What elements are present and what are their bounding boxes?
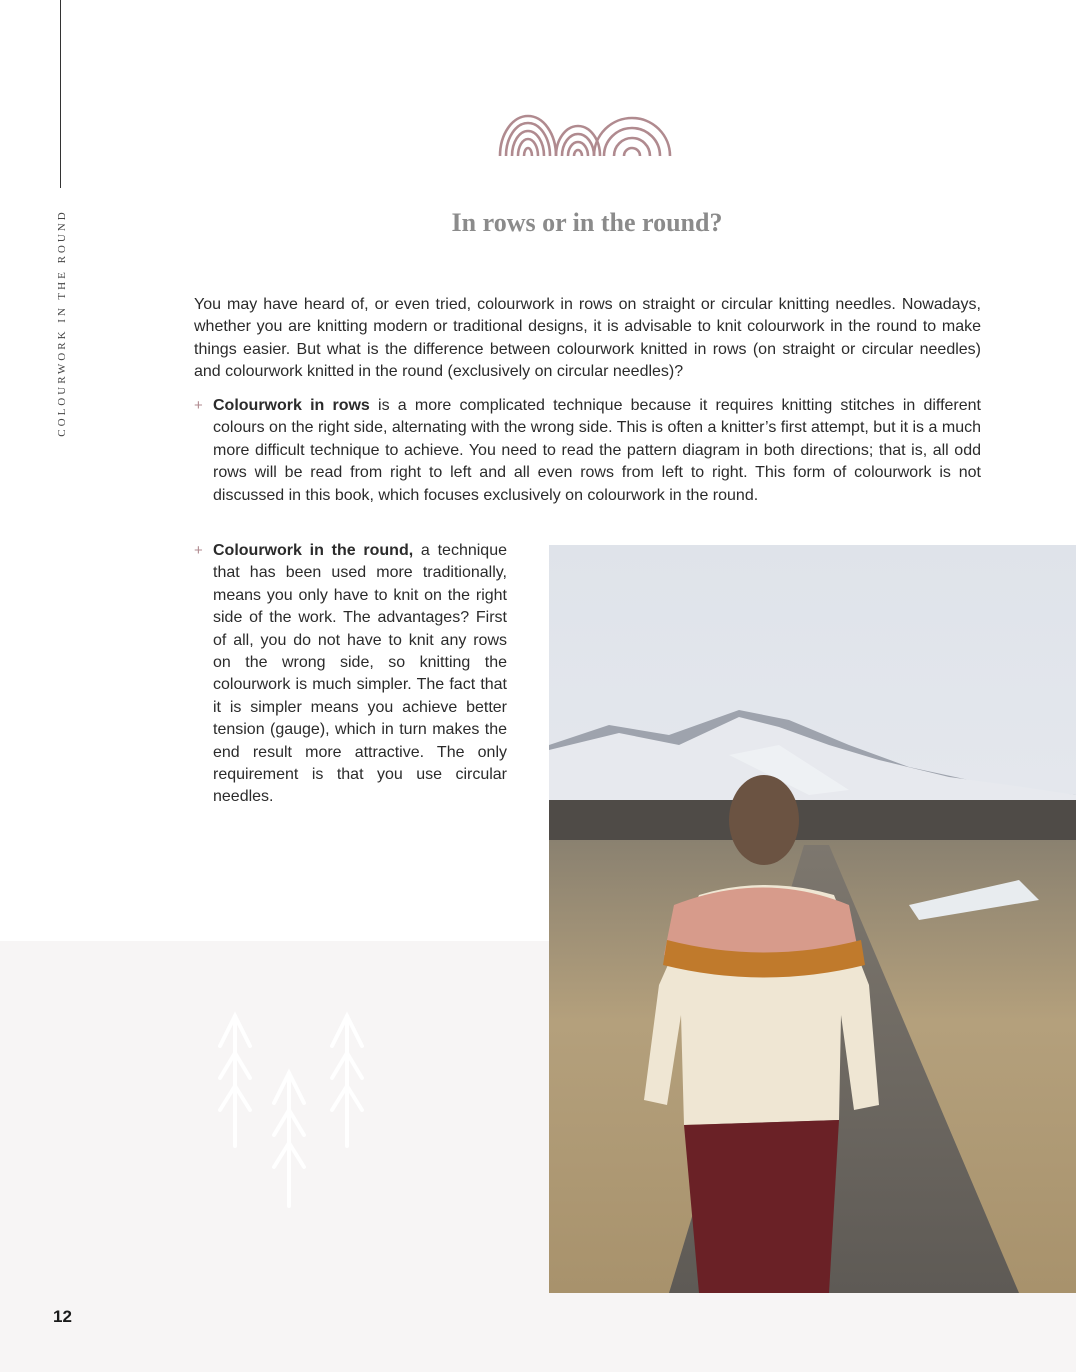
page-number: 12 bbox=[53, 1307, 72, 1326]
photo-woman-in-colourwork-sweater bbox=[549, 545, 1076, 1293]
section-title: In rows or in the round? bbox=[451, 208, 723, 237]
plus-icon: + bbox=[194, 397, 203, 414]
bullet-lead: Colourwork in the round, bbox=[213, 542, 414, 559]
pine-trees-icon bbox=[210, 1008, 375, 1213]
rainbow-arches-icon bbox=[496, 108, 672, 160]
bullet-colourwork-in-rows bbox=[194, 395, 982, 507]
intro-paragraph: You may have heard of, or even tried, colourwork in rows on straight or circular knitting needles. Nowadays, whether you are knitting modern or traditional designs, it is advisable to knit colourwork in the round to make things easier. But what is the difference between colourwork knitted in rows (on straight or circular needles) and colourwork knitted in the round (exclusively on circular needles)? bbox=[194, 296, 981, 381]
bullet-colourwork-in-the-round bbox=[194, 540, 507, 809]
bullet-lead: Colourwork in rows bbox=[213, 397, 370, 414]
chapter-side-label: COLOURWORK IN THE ROUND bbox=[56, 209, 68, 437]
bullet-text: is a more complicated technique because it requires knitting stitches in different colours on the right side, alternating with the wrong side. This is often a knitter’s first attempt, but it is a much more difficult technique to achieve. You need to read the pattern diagram in both directions; that is, all odd rows will be read from right to left and all even rows from left to right. This form of colourwork is not discussed in this book, which focuses exclusively on colourwork in the round. bbox=[213, 397, 982, 504]
side-rule bbox=[60, 0, 61, 188]
plus-icon: + bbox=[194, 542, 203, 559]
bullet-text: a technique that has been used more traditionally, means you only have to knit on the right side of the work. The advantages? First of all, you do not have to knit any rows on the wrong side, so knitting the colourwork is much simpler. The fact that it is simpler means you achieve better tension (gauge), which in turn makes the end result more attractive. The only requirement is that you use circular needles. bbox=[213, 542, 507, 806]
